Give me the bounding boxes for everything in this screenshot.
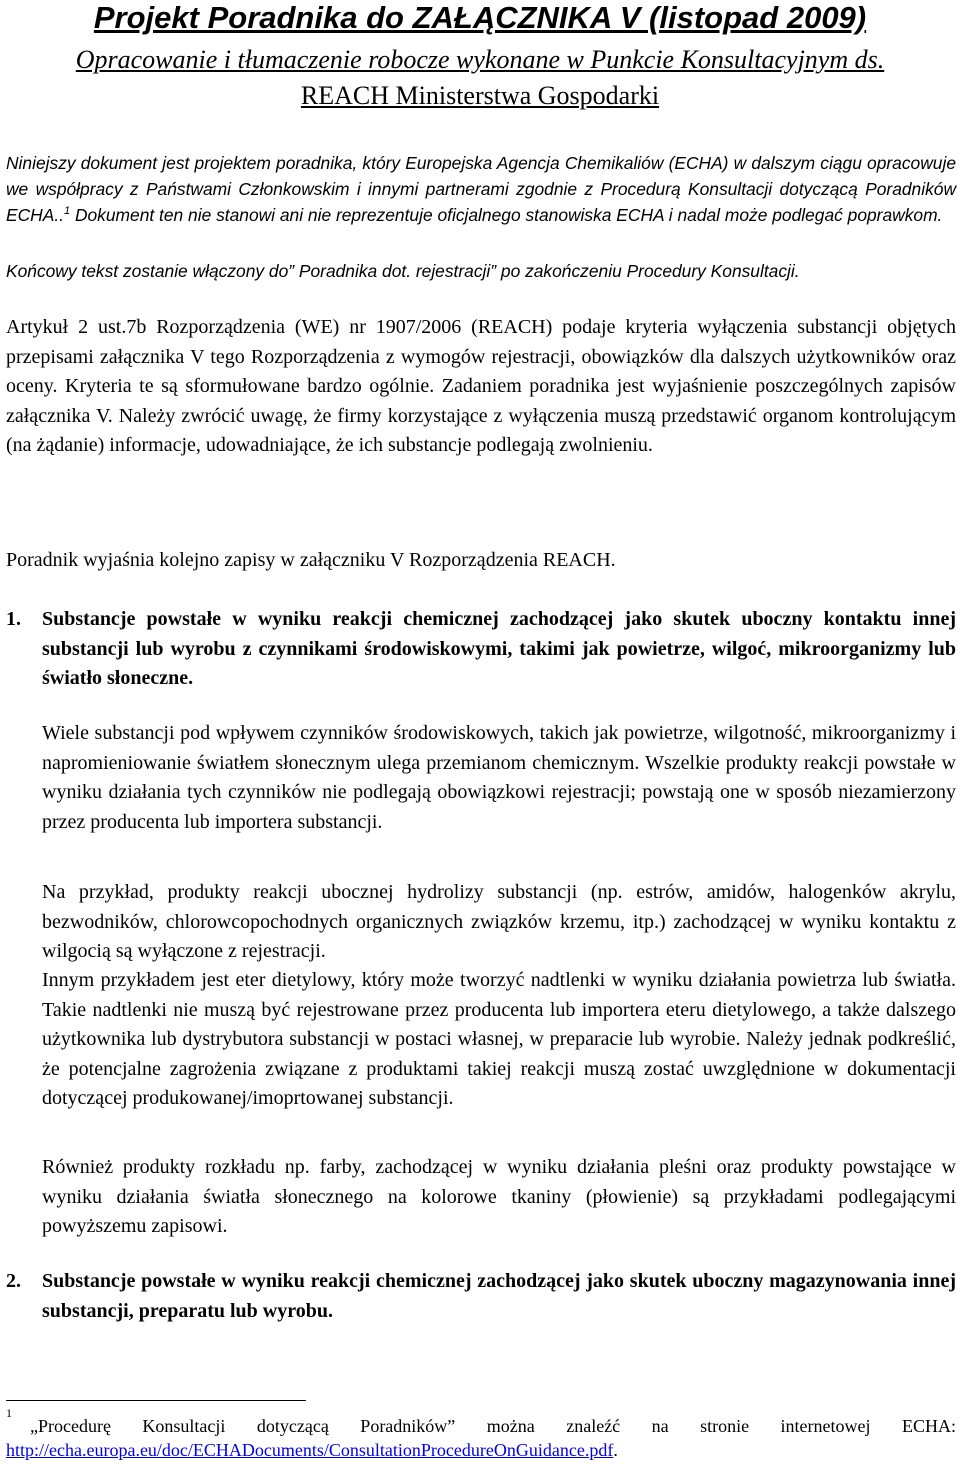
footnote-link[interactable]: http://echa.europa.eu/doc/ECHADocuments/ConsultationProcedureOnGuidance.pdf	[6, 1440, 614, 1460]
section-1-paragraph: Innym przykładem jest eter dietylowy, który może tworzyć nadtlenki w wyniku działania powietrza lub światła. Takie nadtlenki nie muszą być rejestrowane przez producenta lub importera eteru dietylowego, a także dalszego użytkownika lub dystrybutora substancji w postaci własnej, w preparacie lub wyrobie. Należy jednak podkreślić, że potencjalne zagrożenia związane z produktami takiej reakcji muszą zostać uwzględnione w dokumentacji dotyczącej produkowanej/imoprtowanej substancji.	[42, 969, 956, 1109]
section-1-number: 1.	[6, 608, 21, 630]
document-subtitle-line1: Opracowanie i tłumaczenie robocze wykonane w Punkcie Konsultacyjnym ds.	[75, 45, 885, 74]
intro-final-note: Końcowy tekst zostanie włączony do” Poradnika dot. rejestracji” po zakończeniu Procedury Konsultacji.	[6, 261, 800, 281]
footnote-mark: 1	[6, 1406, 12, 1420]
footnote-text	[6, 1414, 956, 1462]
document-title: Projekt Poradnika do ZAŁĄCZNIKA V (listopad 2009)	[93, 0, 867, 35]
intro-paragraph	[6, 150, 956, 228]
section-1-heading: Substancje powstałe w wyniku reakcji chemicznej zachodzącej jako skutek uboczny kontaktu innej substancji lub wyrobu z czynnikami środowiskowymi, takimi jak powietrze, wilgoć, mikroorganizmy lub światło słoneczne.	[42, 608, 956, 689]
intro-text-b: Dokument ten nie stanowi ani nie reprezentuje oficjalnego stanowiska ECHA i nadal może podlegać poprawkom.	[70, 205, 943, 225]
guide-paragraph: Poradnik wyjaśnia kolejno zapisy w załączniku V Rozporządzenia REACH.	[6, 549, 616, 571]
document-subtitle-line2: REACH Ministerstwa Gospodarki	[300, 81, 660, 110]
section-1-paragraph: Również produkty rozkładu np. farby, zachodzącej w wyniku działania pleśni oraz produkty powstające w wyniku działania światła słonecznego na kolorowe tkaniny (płowienie) są przykładami podlegającymi powyższemu zapisowi.	[42, 1156, 956, 1237]
section-1-paragraph: Wiele substancji pod wpływem czynników środowiskowych, takich jak powietrze, wilgotność, mikroorganizmy i napromieniowanie światłem słonecznym ulega przemianom chemicznym. Wszelkie produkty reakcji powstałe w wyniku działania tych czynników nie podlegają obowiązkowi rejestracji; powstają one w sposób niezamierzony przez producenta lub importera substancji.	[42, 722, 956, 833]
section-2-heading: Substancje powstałe w wyniku reakcji chemicznej zachodzącej jako skutek uboczny magazynowania innej substancji, preparatu lub wyrobu.	[42, 1270, 956, 1322]
footnote-reference[interactable]: 1	[63, 205, 71, 218]
section-1-paragraph: Na przykład, produkty reakcji ubocznej hydrolizy substancji (np. estrów, amidów, halogenków akrylu, bezwodników, chlorowcopochodnych organicznych związków krzemu, itp.) zachodzącej w wyniku kontaktu z wilgocią są wyłączone z rejestracji.	[42, 881, 956, 962]
intro-text-a: Niniejszy dokument jest projektem poradnika, który Europejska Agencja Chemikaliów (ECHA) w dalszym ciągu opracowuje we współpracy z Państwami Członkowskim i innymi partnerami zgodnie z Procedurą Konsultacji dotyczącą Poradników ECHA..	[6, 153, 956, 225]
article-paragraph: Artykuł 2 ust.7b Rozporządzenia (WE) nr 1907/2006 (REACH) podaje kryteria wyłączenia substancji objętych przepisami załącznika V tego Rozporządzenia z wymogów rejestracji, obowiązków dla dalszych użytkowników oraz oceny. Kryteria te są sformułowane bardzo ogólnie. Zadaniem poradnika jest wyjaśnienie poszczególnych zapisów załącznika V. Należy zwrócić uwagę, że firmy korzystające z wyłączenia muszą przedstawić organom kontrolującym (na żądanie) informacje, udowadniające, że ich substancje podlegają zwolnieniu.	[6, 316, 956, 456]
footnote-body: „Procedurę Konsultacji dotyczącą Poradników” można znaleźć na stronie internetowej ECHA:	[30, 1416, 956, 1436]
footnote-tail: .	[613, 1440, 618, 1460]
section-2-number: 2.	[6, 1270, 21, 1292]
footnote-divider	[6, 1400, 306, 1401]
